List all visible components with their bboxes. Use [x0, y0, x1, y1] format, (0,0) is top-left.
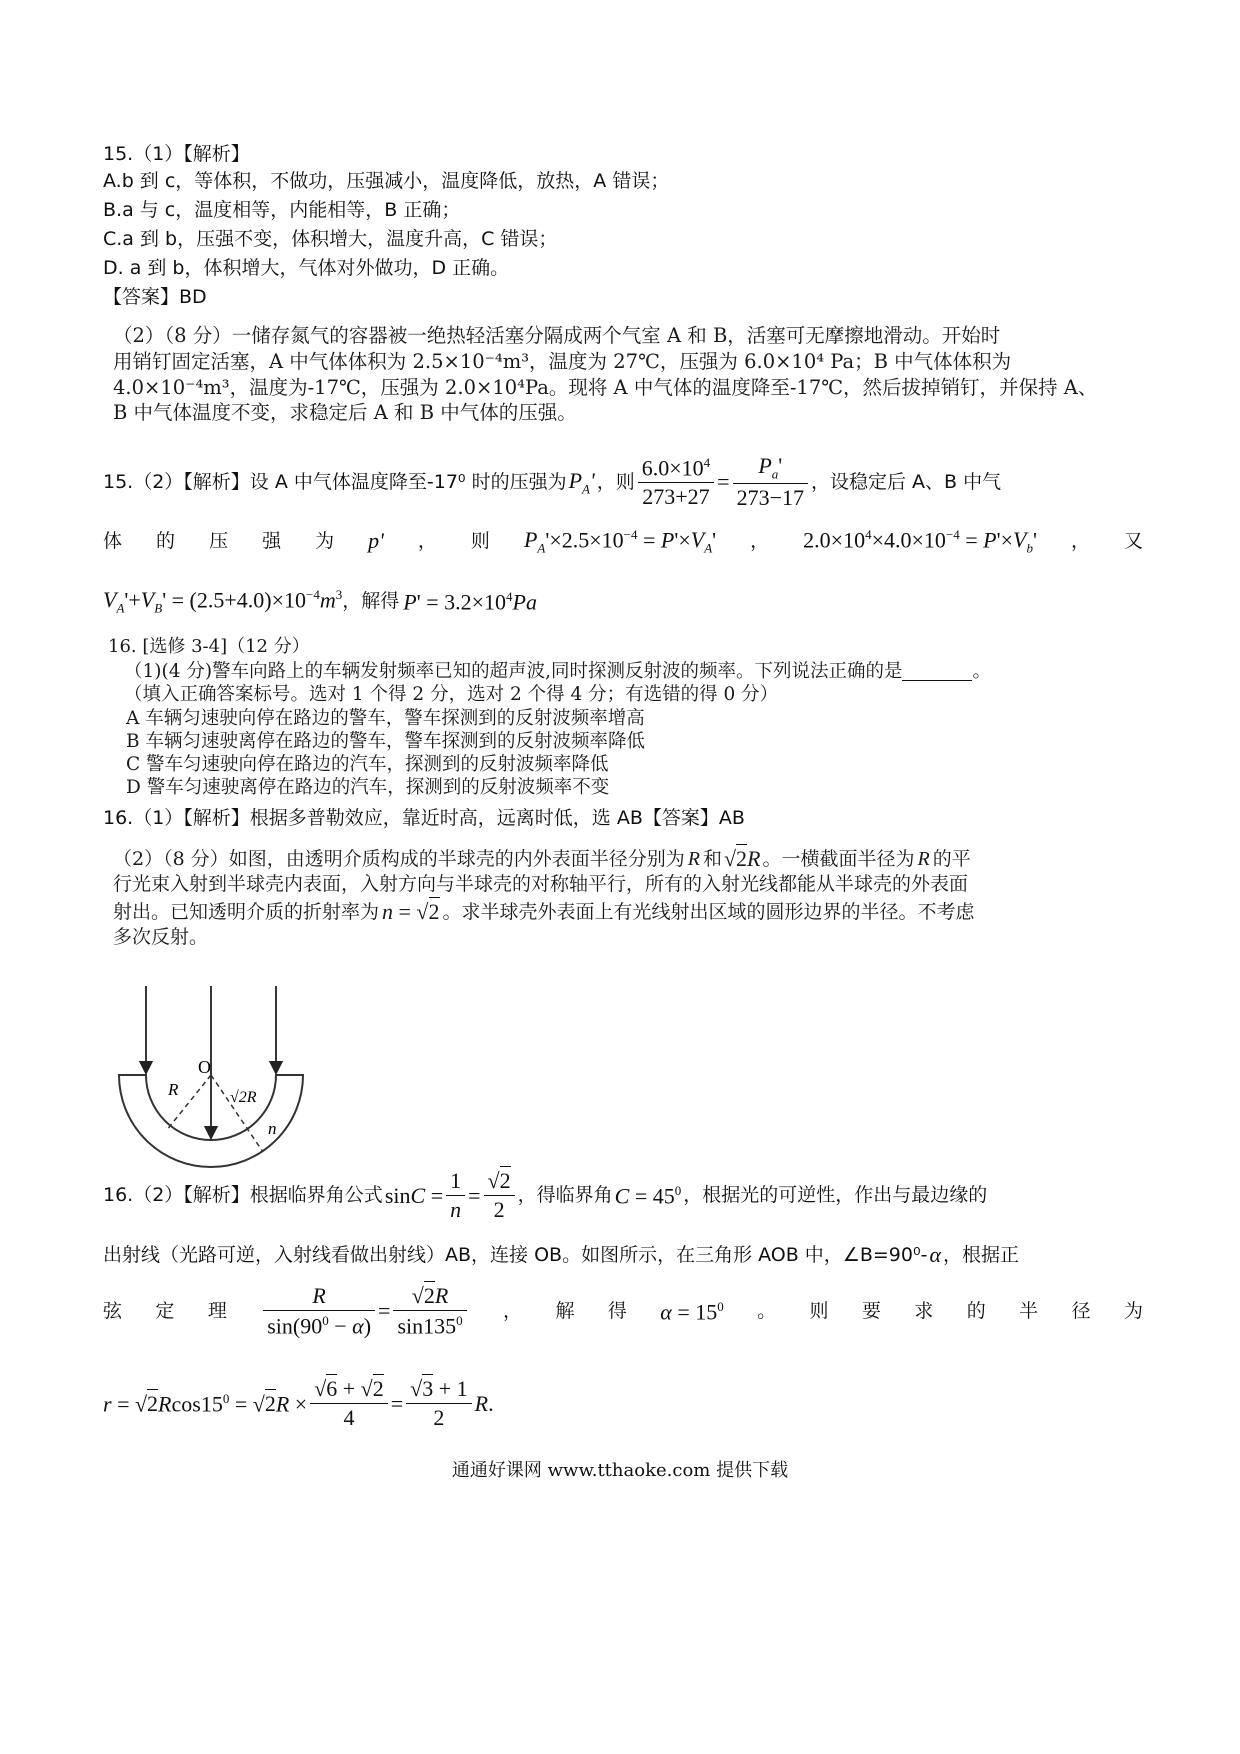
- q16-1-stem-text: （1)(4 分)警车向路上的车辆发射频率已知的超声波,同时探测反射波的频率。下列说法正确的是: [124, 660, 903, 682]
- word: 的: [966, 1299, 986, 1322]
- word: 要: [861, 1299, 881, 1322]
- q15-2-solution-line2: 体 的 压 强 为 p' ， 则 $P_A'\times 2.5\times 10^{-4} = P'\times V_A'$ ， $2.0\times 10^4\times 4.0\times 10^{-4} = P'\times V_b'$ ， 又: [103, 527, 1143, 556]
- word: 则: [470, 529, 490, 552]
- word: 又: [1123, 529, 1143, 552]
- q16-2-solution-line4: $r = √2Rcos15^0 = √2R$ × $\frac{√6 + √2}{4}$ = $\frac{√3 + 1}{2}$ R.: [103, 1376, 494, 1430]
- word: 半: [1019, 1299, 1039, 1322]
- q15-2-solution-text: ，则: [596, 470, 635, 493]
- q16-2-solution-text: ，根据正: [943, 1243, 1020, 1266]
- q16-2-solution-line1: 16.（2）【解析】根据临界角公式 sinC = $\frac{1}{n}$ = $\frac{√2}{2}$ ，得临界角 $C = 45^0$ ，根据光的可逆性，作出与最边缘的: [103, 1168, 988, 1222]
- q16-1-solution: 16.（1）【解析】根据多普勒效应，靠近时高，远离时低，选 AB【答案】AB: [103, 807, 745, 829]
- q16-2-problem-line1: （2）（8 分）如图，由透明介质构成的半球壳的内外表面半径分别为 R 和 √2R 。一横截面半径为 R 的平: [113, 846, 971, 871]
- word: 求: [914, 1299, 934, 1322]
- word: 强: [262, 529, 282, 552]
- label-o: O: [198, 1057, 211, 1077]
- q16-1-option-d: D 警车匀速驶离停在路边的汽车，探测到的反射波频率不变: [126, 777, 610, 798]
- q16-2-solution-text: ，得临界角: [517, 1184, 613, 1206]
- q16-2-solution-text: 16.（2）【解析】根据临界角公式: [103, 1184, 383, 1206]
- q16-2-solution-line3: 弦 定 理 $\frac{R}{\sin(90^0 - \alpha)}$ = $\frac{√2R}{\sin 135^0}$ ， 解 得 $\alpha = 15^0$ 。 则 要 求 的 半 径 为: [103, 1283, 1143, 1339]
- q16-2-text: 。一横截面半径为: [762, 847, 915, 870]
- q15-2-problem-line: 4.0×10⁻⁴m³，温度为-17℃，压强为 2.0×10⁴Pa。现将 A 中气体的温度降至-17℃，然后拔掉销钉，并保持 A、: [113, 376, 1098, 399]
- q16-2-problem-line3: 射出。已知透明介质的折射率为 n = √2 。求半球壳外表面上有光线射出区域的圆形边界的半径。不考虑: [113, 899, 975, 924]
- word: 径: [1071, 1299, 1091, 1322]
- word: 得: [607, 1299, 627, 1322]
- page-footer: 通通好课网 www.tthaoke.com 提供下载: [451, 1460, 789, 1481]
- q15-2-solution-line1: 15.（2）【解析】设 A 中气体温度降至-17⁰ 时的压强为 $P_A'$ ，则 $\frac{6.0\times 10^4}{273+27}$ = $\frac{P_a'}{273-17}$ ，设稳定后 A、B 中气: [103, 453, 1002, 511]
- pressure-fraction-right: $\frac{P_a'}{273-17}$: [733, 455, 808, 509]
- label-n: n: [268, 1119, 277, 1138]
- q15-2-solution-line3: $V_A'+V_B' = (2.5+4.0)\times 10^{-4}m^3$ ，解得 $P' = 3.2\times 10^4Pa$: [103, 587, 537, 616]
- q16-2-solution-line2: 出射线（光路可逆，入射线看做出射线）AB，连接 OB。如图所示，在三角形 AOB 中，∠B=90⁰- α ，根据正: [103, 1242, 1020, 1267]
- word: 的: [156, 529, 176, 552]
- q15-1-analysis-c: C.a 到 b，压强不变，体积增大，温度升高，C 错误；: [103, 228, 558, 250]
- q15-2-solution-text: ，解得: [342, 589, 400, 612]
- q16-1-stem-end: 。: [972, 660, 991, 682]
- word: 。: [757, 1299, 777, 1322]
- q16-2-solution-text: ，根据光的可逆性，作出与最边缘的: [683, 1184, 988, 1206]
- q15-1-answer: 【答案】BD: [103, 286, 207, 308]
- pressure-fraction-left: $\frac{6.0\times 10^4}{273+27}$: [638, 456, 714, 508]
- q16-1-stem: [124, 662, 991, 681]
- q15-2-problem-line: （2）（8 分）一储存氮气的容器被一绝热轻活塞分隔成两个气室 A 和 B，活塞可无摩擦地滑动。开始时: [113, 324, 1001, 347]
- label-r: R: [168, 1080, 179, 1099]
- word: 则: [809, 1299, 829, 1322]
- q16-2-text: 射出。已知透明介质的折射率为: [113, 900, 380, 923]
- q16-2-text: 和: [702, 847, 722, 870]
- q16-2-solution-text: 出射线（光路可逆，入射线看做出射线）AB，连接 OB。如图所示，在三角形 AOB 中，∠B=90⁰-: [103, 1243, 928, 1266]
- word: ，: [503, 1299, 523, 1322]
- word: 压: [209, 529, 229, 552]
- q16-2-text: 的平: [932, 847, 971, 870]
- word: 为: [1123, 1299, 1143, 1322]
- word: 为: [315, 529, 335, 552]
- q15-2-solution-text: 15.（2）【解析】设 A 中气体温度降至-17⁰ 时的压强为: [103, 470, 567, 493]
- q15-1-analysis-a: A.b 到 c，等体积，不做功，压强减小，温度降低，放热，A 错误；: [103, 170, 670, 192]
- q16-title: 16. [选修 3-4]（12 分）: [108, 636, 310, 657]
- q15-2-problem-line: B 中气体温度不变，求稳定后 A 和 B 中气体的压强。: [113, 401, 577, 424]
- q16-2-problem-line4: 多次反射。: [113, 926, 209, 948]
- q15-2-solution-text: ，设稳定后 A、B 中气: [810, 470, 1002, 493]
- word: 弦: [103, 1299, 123, 1322]
- word: 解: [555, 1299, 575, 1322]
- q15-1-analysis-d: D. a 到 b，体积增大，气体对外做功，D 正确。: [103, 257, 510, 279]
- word: 体: [103, 529, 123, 552]
- q16-1-option-c: C 警车匀速驶向停在路边的汽车，探测到的反射波频率降低: [126, 754, 609, 775]
- q15-1-header: 15.（1）【解析】: [103, 143, 250, 165]
- q16-1-option-b: B 车辆匀速驶离停在路边的警车，警车探测到的反射波频率降低: [126, 731, 645, 752]
- q16-2-text: 。求半球壳外表面上有光线射出区域的圆形边界的半径。不考虑: [442, 900, 975, 923]
- word: 定: [155, 1299, 175, 1322]
- q16-1-note: （填入正确答案标号。选对 1 个得 2 分，选对 2 个得 4 分；有选错的得 0 分）: [124, 684, 779, 705]
- word: 理: [207, 1299, 227, 1322]
- label-sqrt2r: √2R: [230, 1089, 257, 1106]
- q16-1-option-a: A 车辆匀速驶向停在路边的警车，警车探测到的反射波频率增高: [126, 708, 645, 729]
- q16-2-text: （2）（8 分）如图，由透明介质构成的半球壳的内外表面半径分别为: [113, 847, 685, 870]
- q15-2-problem-line: 用销钉固定活塞，A 中气体体积为 2.5×10⁻⁴m³，温度为 27℃，压强为 6.0×10⁴ Pa；B 中气体体积为: [113, 350, 1012, 373]
- q16-2-problem-line2: 行光束入射到半球壳内表面，入射方向与半球壳的对称轴平行，所有的入射光线都能从半球壳的外表面: [113, 873, 969, 895]
- answer-blank: [902, 662, 972, 681]
- q15-1-analysis-b: B.a 与 c，温度相等，内能相等，B 正确；: [103, 199, 461, 221]
